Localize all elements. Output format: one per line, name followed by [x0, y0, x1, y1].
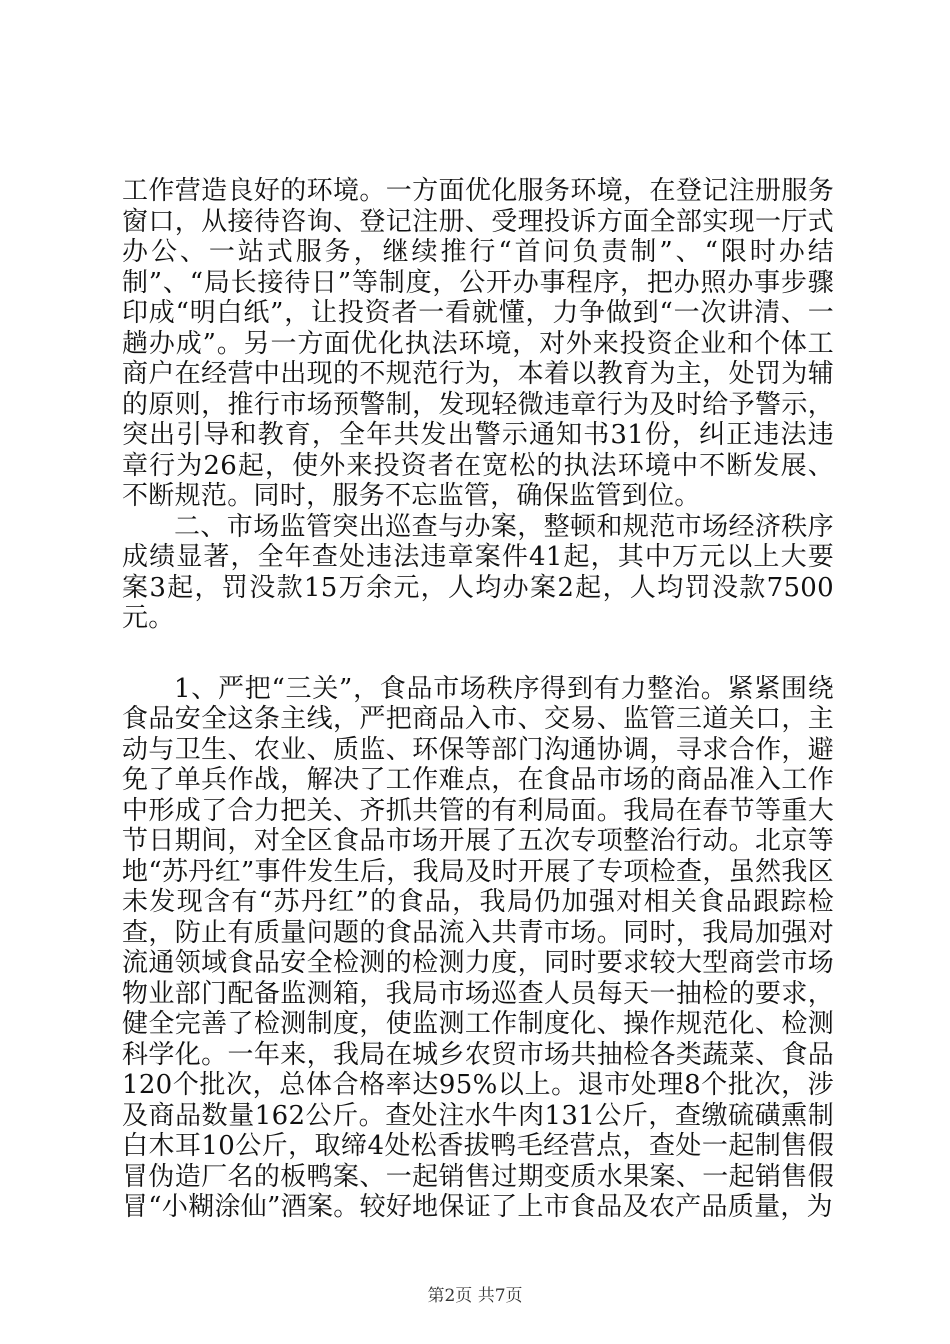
page-number-footer: 第2页 共7页	[427, 1286, 523, 1306]
paragraph-service-environment: 工作营造良好的环境。一方面优化服务环境，在登记注册服务窗口，从接待咨询、登记注册、受理投诉方面全部实现一厅式办公、一站式服务，继续推行“首问负责制”、“限时办结制”、“局长接待日”等制度，公开办事程序，把办照办事步骤印成“明白纸”，让投资者一看就懂，力争做到“一次讲清、一趟办成”。另一方面优化执法环境，对外来投资企业和个体工商户在经营中出现的不规范行为，本着以教育为主，处罚为辅的原则，推行市场预警制，发现轻微违章行为及时给予警示，突出引导和教育，全年共发出警示通知书31份，纠正违法违章行为26起，使外来投资者在宽松的执法环境中不断发展、不断规范。同时，服务不忘监管，确保监管到位。	[122, 176, 834, 511]
document-body	[122, 176, 834, 1223]
paragraph-gap	[122, 634, 834, 674]
paragraph-food-market: 1、严把“三关”，食品市场秩序得到有力整治。紧紧围绕食品安全这条主线，严把商品入市、交易、监管三道关口，主动与卫生、农业、质监、环保等部门沟通协调，寻求合作，避免了单兵作战，解决了工作难点，在食品市场的商品准入工作中形成了合力把关、齐抓共管的有利局面。我局在春节等重大节日期间，对全区食品市场开展了五次专项整治行动。北京等地“苏丹红”事件发生后，我局及时开展了专项检查，虽然我区未发现含有“苏丹红”的食品，我局仍加强对相关食品跟踪检查，防止有质量问题的食品流入共青市场。同时，我局加强对流通领域食品安全检测的检测力度，同时要求较大型商尝市场物业部门配备监测箱，我局市场巡查人员每天一抽检的要求，健全完善了检测制度，使监测工作制度化、操作规范化、检测科学化。一年来，我局在城乡农贸市场共抽检各类蔬菜、食品120个批次，总体合格率达95%以上。退市处理8个批次，涉及商品数量162公斤。查处注水牛肉131公斤，查缴硫磺熏制白木耳10公斤，取缔4处松香拔鸭毛经营点，查处一起制售假冒伪造厂名的板鸭案、一起销售过期变质水果案、一起销售假冒“小糊涂仙”酒案。较好地保证了上市食品及农产品质量，为	[122, 673, 834, 1222]
paragraph-market-supervision: 二、市场监管突出巡查与办案，整顿和规范市场经济秩序成绩显著，全年查处违法违章案件41起，其中万元以上大要案3起，罚没款15万余元，人均办案2起，人均罚没款7500元。	[122, 511, 834, 633]
